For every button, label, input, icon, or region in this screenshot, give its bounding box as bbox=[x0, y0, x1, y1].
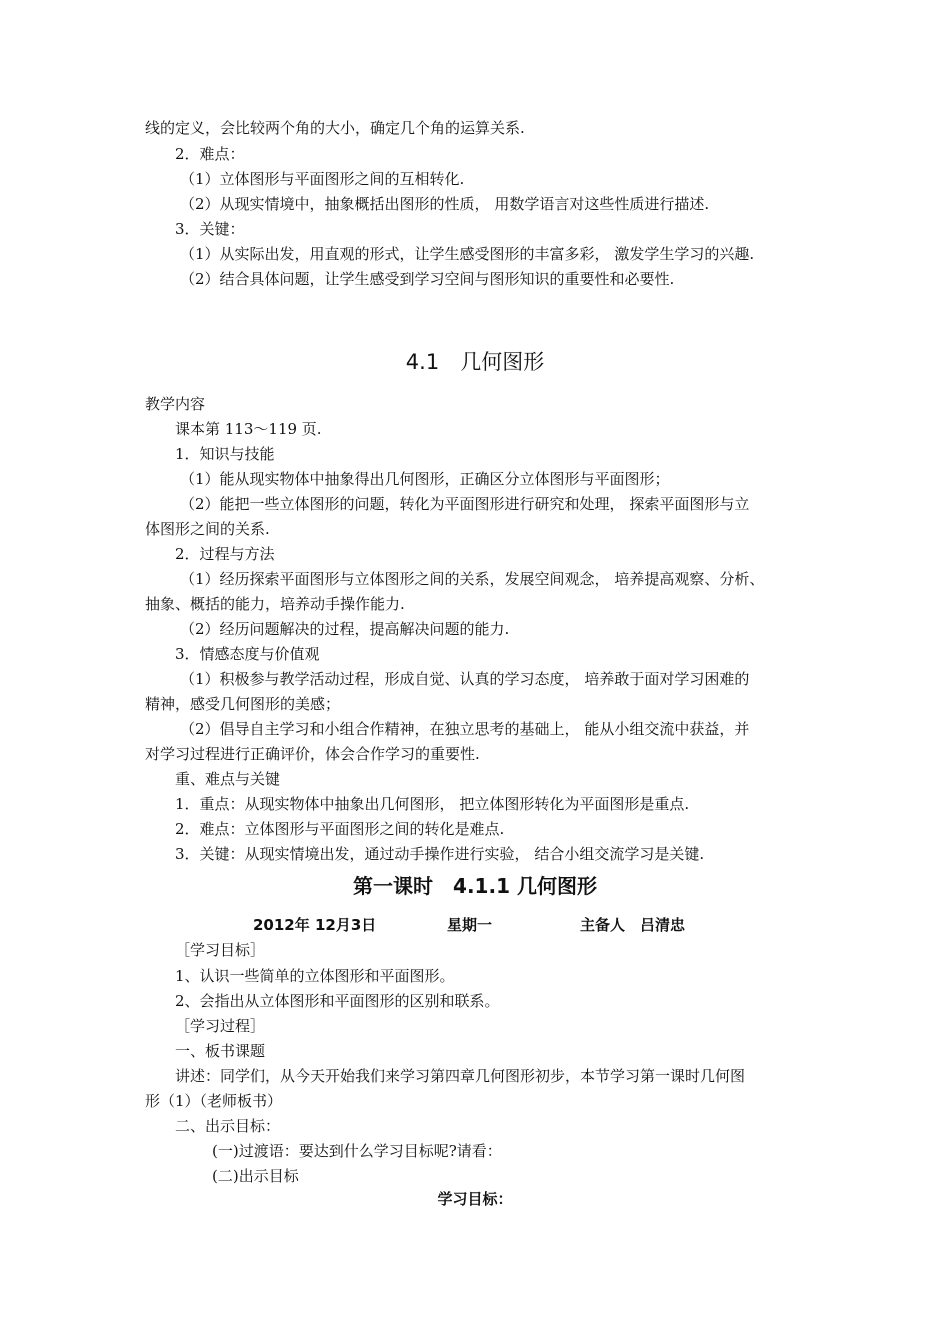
text-line: （1）从实际出发，用直观的形式，让学生感受图形的丰富多彩， 激发学生学习的兴趣. bbox=[180, 245, 755, 263]
goal-title: 学习目标： bbox=[437, 1190, 513, 1208]
lesson-date: 2012年 12月3日 bbox=[253, 916, 377, 934]
text-line: 一、板书课题 bbox=[175, 1042, 266, 1060]
text-line: 3．关键：从现实情境出发，通过动手操作进行实验， 结合小组交流学习是关键. bbox=[175, 845, 705, 863]
text-line: 对学习过程进行正确评价，体会合作学习的重要性. bbox=[145, 745, 480, 763]
text-line: 2、会指出从立体图形和平面图形的区别和联系。 bbox=[175, 992, 500, 1010]
section-title: 4.1 几何图形 bbox=[405, 350, 545, 374]
text-line: 抽象、概括的能力，培养动手操作能力. bbox=[145, 595, 405, 613]
text-line: 重、难点与关键 bbox=[175, 770, 281, 788]
text-line: 二、出示目标： bbox=[175, 1117, 281, 1135]
text-line: 1、认识一些简单的立体图形和平面图形。 bbox=[175, 967, 455, 985]
text-line: (一)过渡语：要达到什么学习目标呢?请看： bbox=[212, 1142, 502, 1160]
text-line: ［学习目标］ bbox=[175, 941, 266, 959]
text-line: 精神，感受几何图形的美感； bbox=[145, 695, 341, 713]
text-line: 3．关键： bbox=[175, 220, 245, 238]
text-line: （1）立体图形与平面图形之间的互相转化. bbox=[180, 170, 465, 188]
text-line: （2）倡导自主学习和小组合作精神，在独立思考的基础上， 能从小组交流中获益，并 bbox=[180, 720, 750, 738]
text-line: 课本第 113～119 页. bbox=[175, 420, 322, 438]
text-line: 2．难点： bbox=[175, 145, 245, 163]
text-line: （2）经历问题解决的过程，提高解决问题的能力. bbox=[180, 620, 510, 638]
text-line: ［学习过程］ bbox=[175, 1017, 266, 1035]
text-line: （1）能从现实物体中抽象得出几何图形，正确区分立体图形与平面图形； bbox=[180, 470, 670, 488]
text-line: （1）经历探索平面图形与立体图形之间的关系，发展空间观念， 培养提高观察、分析、 bbox=[180, 570, 765, 588]
text-line: （2）从现实情境中，抽象概括出图形的性质， 用数学语言对这些性质进行描述. bbox=[180, 195, 710, 213]
text-line: （1）积极参与教学活动过程，形成自觉、认真的学习态度， 培养敢于面对学习困难的 bbox=[180, 670, 750, 688]
text-line: 1．知识与技能 bbox=[175, 445, 275, 463]
text-line: （2）结合具体问题，让学生感受到学习空间与图形知识的重要性和必要性. bbox=[180, 270, 675, 288]
text-line: 2．过程与方法 bbox=[175, 545, 275, 563]
text-line: 1．重点：从现实物体中抽象出几何图形， 把立体图形转化为平面图形是重点. bbox=[175, 795, 690, 813]
text-line: 教学内容 bbox=[145, 395, 206, 413]
text-line: （2）能把一些立体图形的问题，转化为平面图形进行研究和处理， 探索平面图形与立 bbox=[180, 495, 750, 513]
lesson-preparer: 主备人 吕清忠 bbox=[580, 916, 686, 934]
text-line: 3．情感态度与价值观 bbox=[175, 645, 320, 663]
lesson-weekday: 星期一 bbox=[447, 916, 493, 934]
text-line: (二)出示目标 bbox=[212, 1167, 299, 1185]
text-line: 线的定义，会比较两个角的大小，确定几个角的运算关系. bbox=[145, 119, 525, 137]
text-line: 体图形之间的关系. bbox=[145, 520, 270, 538]
text-line: 2．难点：立体图形与平面图形之间的转化是难点. bbox=[175, 820, 505, 838]
text-line: 讲述：同学们，从今天开始我们来学习第四章几何图形初步，本节学习第一课时几何图 bbox=[175, 1067, 746, 1085]
text-line: 形（1）（老师板书） bbox=[145, 1092, 283, 1110]
lesson-title: 第一课时 4.1.1 几何图形 bbox=[353, 874, 597, 898]
